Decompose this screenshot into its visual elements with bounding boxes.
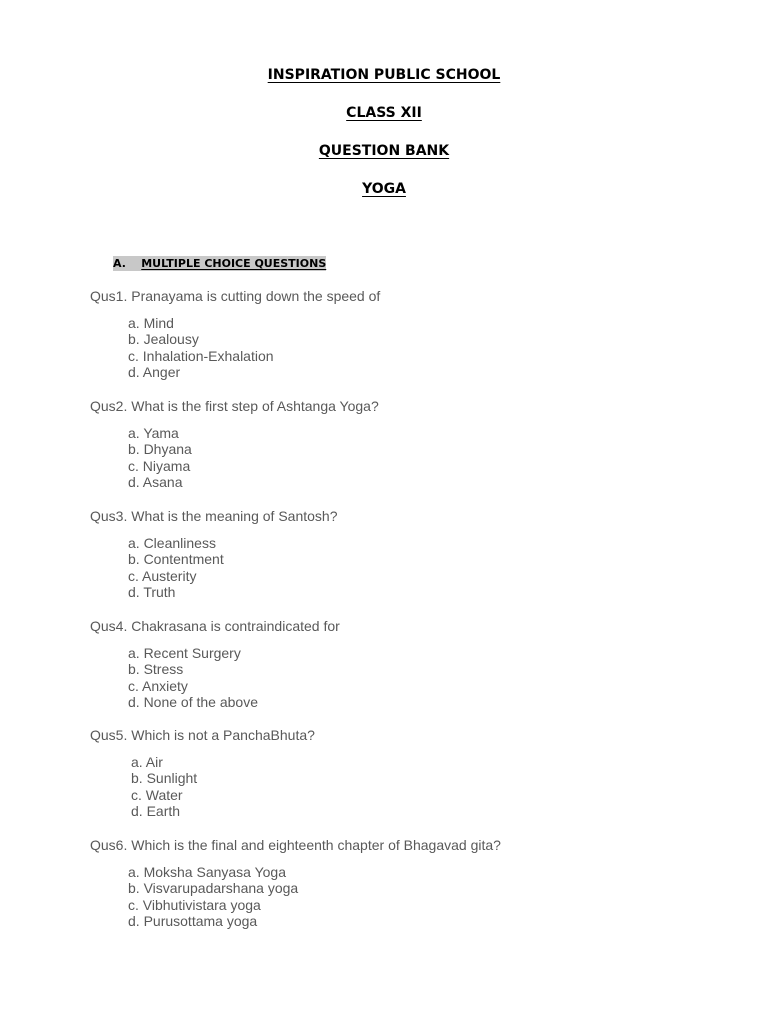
question-3-options (128, 535, 224, 601)
option: c. Austerity (128, 567, 197, 584)
option: a. Recent Surgery (128, 645, 241, 661)
option: d. Asana (128, 474, 183, 491)
option: c. Niyama (128, 457, 191, 474)
option: b. Jealousy (128, 331, 199, 348)
question-3: Qus3. What is the meaning of Santosh? (90, 508, 338, 524)
question-5-options (131, 754, 197, 820)
question-4-options (128, 645, 258, 711)
option: b. Visvarupadarshana yoga (128, 880, 299, 897)
option: c. Water (131, 786, 183, 803)
option: a. Air (131, 754, 163, 770)
option: a. Cleanliness (128, 535, 216, 551)
question-2: Qus2. What is the first step of Ashtanga Yoga? (90, 398, 379, 414)
option: d. None of the above (128, 694, 258, 711)
option: d. Truth (128, 584, 176, 601)
option: b. Dhyana (128, 441, 192, 458)
option: a. Mind (128, 315, 174, 331)
option: d. Anger (128, 364, 181, 381)
option: a. Yama (128, 425, 179, 441)
option: c. Vibhutivistara yoga (128, 896, 261, 913)
section-marker: A. (113, 257, 126, 270)
option: b. Stress (128, 661, 184, 678)
subject-title: YOGA (362, 181, 406, 197)
question-6-options (128, 864, 298, 930)
school-title: INSPIRATION PUBLIC SCHOOL (267, 67, 501, 83)
question-6: Qus6. Which is the final and eighteenth chapter of Bhagavad gita? (90, 837, 501, 853)
document-type-title: QUESTION BANK (318, 143, 450, 159)
question-4: Qus4. Chakrasana is contraindicated for (90, 618, 340, 634)
section-heading (113, 256, 326, 272)
option: b. Contentment (128, 551, 224, 568)
question-1: Qus1. Pranayama is cutting down the speed of (90, 288, 381, 304)
option: d. Earth (131, 803, 181, 820)
question-2-options (128, 425, 192, 491)
option: c. Inhalation-Exhalation (128, 347, 274, 364)
option: d. Purusottama yoga (128, 913, 258, 930)
question-5: Qus5. Which is not a PanchaBhuta? (90, 727, 315, 743)
section-title: MULTIPLE CHOICE QUESTIONS (141, 257, 327, 270)
class-title: CLASS XII (346, 105, 422, 121)
option: c. Anxiety (128, 677, 188, 694)
question-1-options (128, 315, 274, 381)
option: a. Moksha Sanyasa Yoga (128, 864, 287, 880)
option: b. Sunlight (131, 770, 198, 787)
